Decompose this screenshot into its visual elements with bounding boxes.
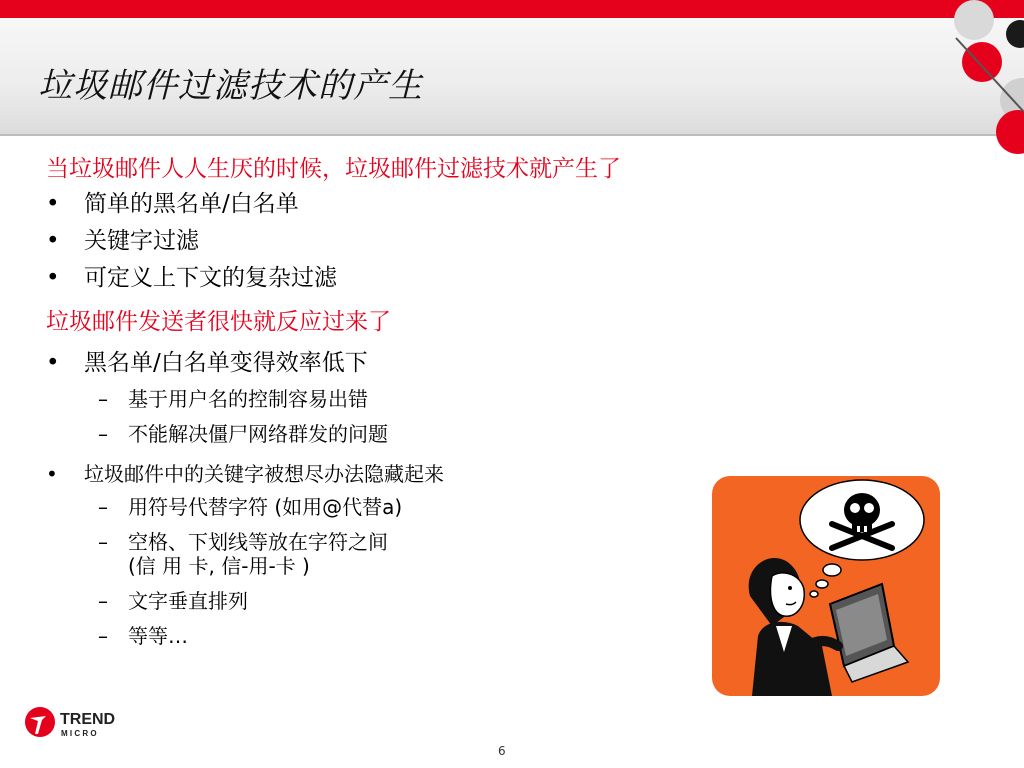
decorative-circles: [940, 0, 1024, 160]
bullet-icon: •: [46, 350, 60, 376]
sub-list-item-continuation: (信 用 卡, 信-用-卡 ): [128, 554, 310, 578]
sub-list-item: [46, 619, 746, 654]
deco-circle-black: [1006, 20, 1024, 48]
slide-body: [46, 150, 746, 654]
top-red-bar: [0, 0, 1024, 18]
dash-icon: –: [98, 589, 108, 613]
trend-micro-logo: [24, 704, 142, 740]
sub-list-item: [46, 382, 746, 417]
sub-list-item: [46, 525, 746, 560]
sub-list-item-text: 不能解决僵尸网络群发的问题: [128, 422, 388, 446]
bullet-icon: •: [46, 462, 58, 486]
dash-icon: –: [98, 387, 108, 411]
sub-list-item-text: 用符号代替字符 (如用@代替a): [128, 495, 403, 519]
spam-clipart: [712, 476, 940, 696]
sub-list-item: [46, 417, 746, 452]
list-item: [46, 186, 746, 223]
sub-list-item-text: 文字垂直排列: [128, 589, 248, 613]
deco-circle-red-1: [962, 42, 1002, 82]
list-item-text: 简单的黑名单/白名单: [84, 191, 299, 217]
dash-icon: –: [98, 422, 108, 446]
list-item-text: 可定义上下文的复杂过滤: [84, 265, 337, 291]
slide-title: 垃圾邮件过滤技术的产生: [38, 66, 423, 106]
sub-list-item-text: 基于用户名的控制容易出错: [128, 387, 368, 411]
sub-list-item: [46, 584, 746, 619]
sub-list-item: [46, 490, 746, 525]
list-item: [46, 260, 746, 297]
section-heading-1: 当垃圾邮件人人生厌的时候，垃圾邮件过滤技术就产生了: [46, 156, 621, 182]
sub-list-item-text: 空格、下划线等放在字符之间: [128, 530, 388, 554]
dash-icon: –: [98, 530, 108, 554]
list-item-text: 黑名单/白名单变得效率低下: [84, 350, 368, 376]
bullet-icon: •: [46, 265, 60, 291]
logo-line2: M I C R O: [61, 729, 97, 738]
list-item: [46, 223, 746, 260]
logo-line1: TREND: [60, 711, 116, 728]
sub-list-item-text: 等等…: [128, 624, 188, 648]
section-heading-2: 垃圾邮件发送者很快就反应过来了: [46, 309, 391, 335]
bullet-icon: •: [46, 191, 60, 217]
dash-icon: –: [98, 495, 108, 519]
deco-circle-red-2: [996, 110, 1024, 154]
list-item: [46, 458, 746, 490]
bullet-icon: •: [46, 228, 60, 254]
dash-icon: –: [98, 624, 108, 648]
list-item: [46, 345, 746, 382]
deco-circle-gray-1: [954, 0, 994, 40]
page-number: 6: [498, 744, 506, 758]
title-divider: [0, 134, 1024, 136]
list-item-text: 关键字过滤: [84, 228, 199, 254]
list-item-text: 垃圾邮件中的关键字被想尽办法隐藏起来: [84, 462, 444, 486]
